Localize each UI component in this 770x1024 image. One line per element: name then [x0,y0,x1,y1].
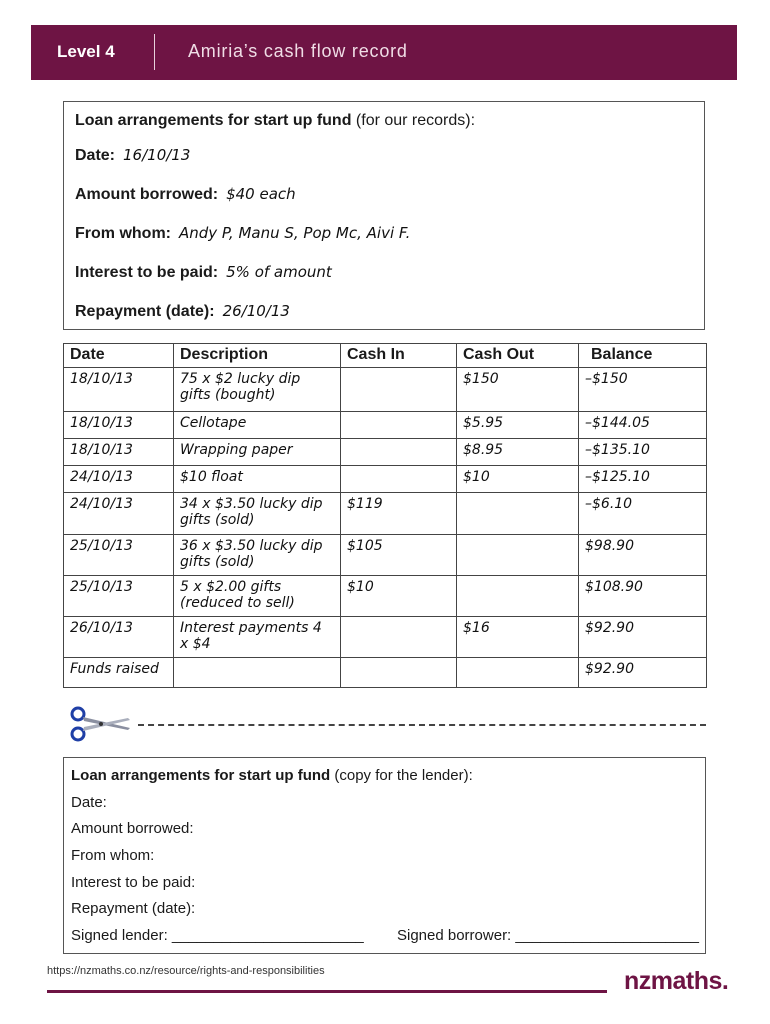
table-row [64,493,707,535]
cash-flow-table [63,343,707,688]
header-divider [154,34,155,70]
cell-balance: $92.90 [579,617,707,658]
records-heading-bold: Loan arrangements for start up fund [75,112,352,129]
cell-description: 34 x $3.50 lucky dip gifts (sold) [174,493,341,535]
table-row [64,368,707,412]
cell-description: Cellotape [174,412,341,439]
cell-balance: –$144.05 [579,412,707,439]
cell-balance: $92.90 [579,658,707,688]
cell-cash-out: $10 [457,466,579,493]
lender-heading-rest: (copy for the lender): [330,767,473,784]
lender-amount-label: Amount borrowed: [71,820,194,837]
lender-repay-label: Repayment (date): [71,900,196,917]
records-date-row [75,146,190,165]
cell-description: Wrapping paper [174,439,341,466]
table-row [64,412,707,439]
column-header: Date [64,344,174,368]
footer-url[interactable]: https://nzmaths.co.nz/resource/rights-and-responsibilities [47,965,325,977]
table-row [64,466,707,493]
interest-value: 5% of amount [226,263,332,281]
column-header: Cash In [341,344,457,368]
cell-date: 24/10/13 [64,466,174,493]
lender-date-label: Date: [71,794,107,811]
cut-line [68,704,710,744]
header-banner [31,25,737,80]
lender-heading-bold: Loan arrangements for start up fund [71,767,331,784]
cell-cash-out [457,658,579,688]
cell-description: 75 x $2 lucky dip gifts (bought) [174,368,341,412]
cell-date: 25/10/13 [64,535,174,576]
records-from-row [75,224,410,243]
table-row [64,439,707,466]
records-interest-row [75,263,332,282]
cell-cash-in: $105 [341,535,457,576]
page-title: Amiria’s cash flow record [188,41,408,61]
cell-date: 25/10/13 [64,576,174,617]
repay-label: Repayment (date): [75,303,215,320]
table-row [64,535,707,576]
cell-cash-out: $5.95 [457,412,579,439]
cell-cash-in [341,368,457,412]
records-heading-rest: (for our records): [351,112,476,129]
cell-description: $10 float [174,466,341,493]
level-label: Level 4 [57,42,115,61]
cell-date: 18/10/13 [64,439,174,466]
column-header: Description [174,344,341,368]
amount-value: $40 each [226,185,296,203]
records-repay-row [75,302,290,321]
from-value: Andy P, Manu S, Pop Mc, Aivi F. [179,224,411,242]
cell-balance: –$150 [579,368,707,412]
cell-cash-in [341,658,457,688]
cell-cash-in: $119 [341,493,457,535]
from-label: From whom: [75,225,171,242]
cell-description [174,658,341,688]
cell-date: 26/10/13 [64,617,174,658]
cell-balance: $108.90 [579,576,707,617]
table-header-row [64,344,707,368]
scissors-icon [68,704,134,744]
cell-cash-out: $8.95 [457,439,579,466]
cell-cash-out: $150 [457,368,579,412]
cell-description: Interest payments 4 x $4 [174,617,341,658]
dashed-cut-line [138,724,706,726]
table-row-total [64,658,707,688]
cell-cash-in: $10 [341,576,457,617]
cell-date: 18/10/13 [64,368,174,412]
lender-heading [71,767,473,784]
cell-date: 24/10/13 [64,493,174,535]
date-label: Date: [75,147,116,164]
table-row [64,576,707,617]
cell-cash-in [341,439,457,466]
cell-cash-out: $16 [457,617,579,658]
interest-label: Interest to be paid: [75,264,219,281]
cell-description: 36 x $3.50 lucky dip gifts (sold) [174,535,341,576]
column-header: Cash Out [457,344,579,368]
date-value: 16/10/13 [123,146,191,164]
records-loan-box [63,101,705,330]
cell-balance: –$6.10 [579,493,707,535]
records-heading [75,112,475,130]
lender-interest-label: Interest to be paid: [71,874,196,891]
cell-balance: $98.90 [579,535,707,576]
lender-loan-box [63,757,706,954]
table-row [64,617,707,658]
cell-balance: –$125.10 [579,466,707,493]
cell-cash-in [341,412,457,439]
cell-cash-in [341,617,457,658]
signed-lender-line: Signed lender: _______________________ [71,927,364,944]
cell-funds-raised-label: Funds raised [64,658,174,688]
nzmaths-logo: nzmaths. [624,967,729,995]
repay-value: 26/10/13 [222,302,290,320]
cell-description: 5 x $2.00 gifts (reduced to sell) [174,576,341,617]
cell-cash-out [457,576,579,617]
amount-label: Amount borrowed: [75,186,219,203]
column-header: Balance [579,344,707,368]
cell-cash-in [341,466,457,493]
cell-cash-out [457,535,579,576]
signed-borrower-line: Signed borrower: ______________________ [397,927,699,944]
records-amount-row [75,185,296,204]
cell-cash-out [457,493,579,535]
lender-from-label: From whom: [71,847,155,864]
footer-rule [47,990,607,993]
cell-balance: –$135.10 [579,439,707,466]
cell-date: 18/10/13 [64,412,174,439]
